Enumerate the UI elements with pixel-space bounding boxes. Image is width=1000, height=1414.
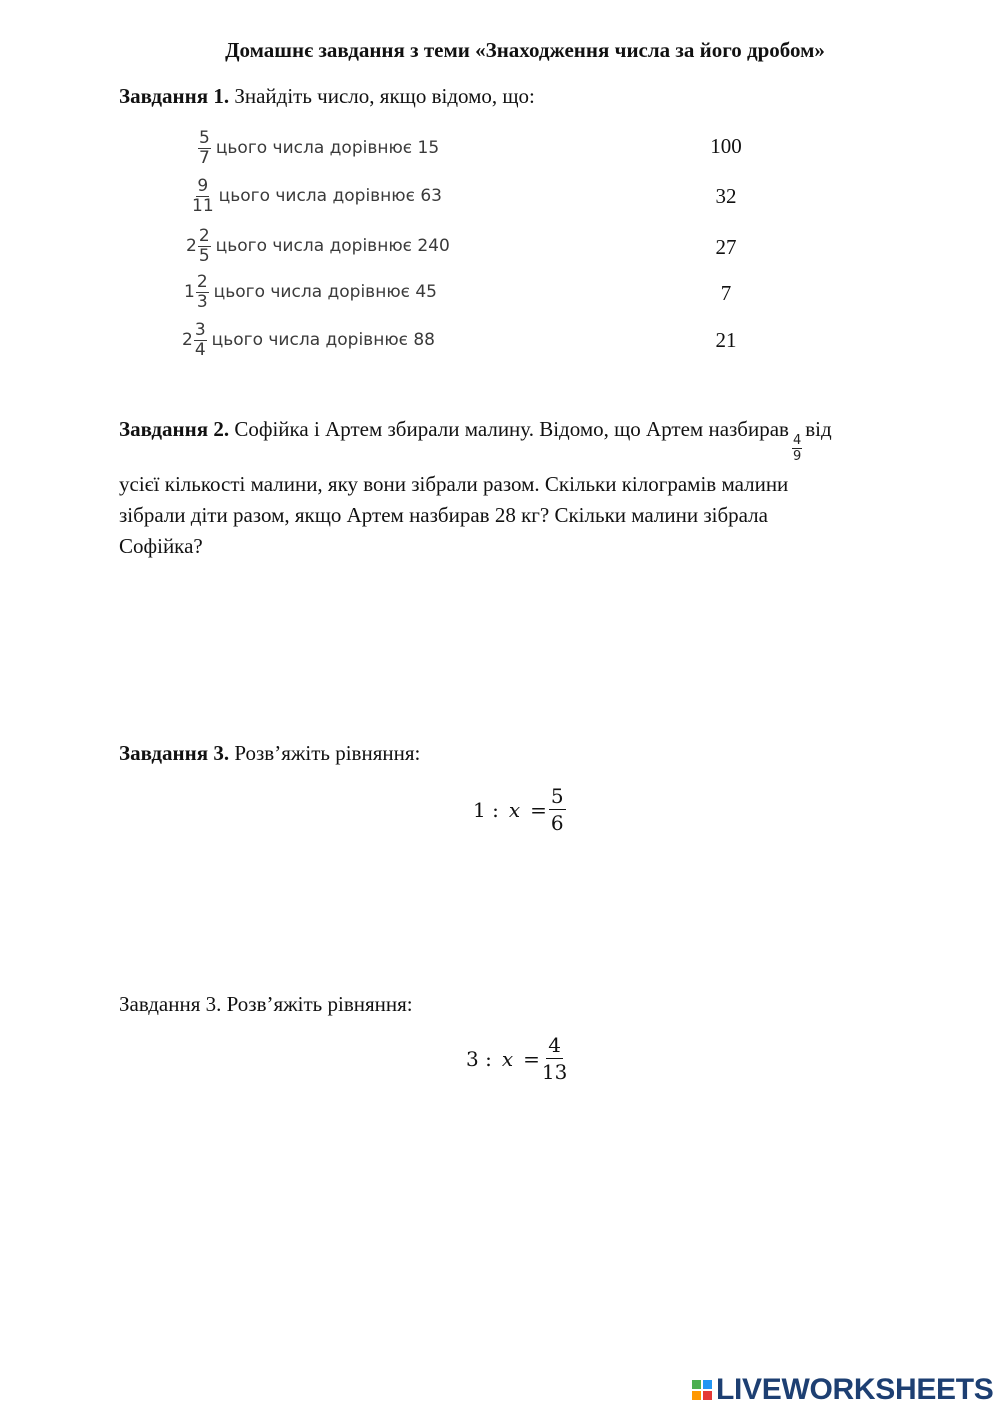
task1-row-5: 2 $\frac{3}{4}$ цього числа дорівнює 88 [182, 319, 435, 360]
task1-text: Знайдіть число, якщо відомо, що: [229, 84, 535, 108]
answer-option-3[interactable]: 27 [715, 235, 737, 259]
answer-option-4[interactable]: 7 [720, 281, 732, 305]
answer-option-2[interactable]: 32 [715, 184, 737, 208]
task1-row-2: $\frac{9}{11}$ цього числа дорівнює 63 [192, 175, 442, 216]
task1-row-4: 1 $\frac{2}{3}$ цього числа дорівнює 45 [184, 271, 437, 312]
page-title: Домашнє завдання з теми «Знаходження числа за його дробом» [225, 38, 825, 62]
task1-row-3: 2 $\frac{2}{5}$ цього числа дорівнює 240 [186, 225, 450, 266]
equation-1: 1 : x = $\frac{5}{6}$ [473, 784, 564, 835]
equation-2: 3 : x = $\frac{4}{13}$ [466, 1033, 568, 1084]
task1-heading [119, 81, 535, 112]
task3-label: Завдання 3. [119, 741, 230, 765]
liveworksheets-logo [692, 1373, 994, 1407]
fraction: $\frac{4}{13}$ [541, 1033, 568, 1084]
task1-row-1: $\frac{5}{7}$ цього числа дорівнює 15 [199, 127, 440, 168]
fraction: $\frac{5}{6}$ [550, 784, 564, 835]
fraction: $\frac{5}{7}$ [199, 127, 210, 168]
task2-paragraph: Завдання 2. Софійка і Артем збирали малину. Відомо, що Артем назбирав $\frac{4}{9}$ від усієї кількості малини, яку вони зібрали разом. Скільки кілограмів малини зібрали діти разом, якщо Артем назбирав 28 кг? Скільки малини зібрала Софійка? [119, 417, 832, 558]
task3-heading: Завдання 3. Розв’яжіть рівняння: [119, 741, 421, 765]
logo-icon [692, 1380, 712, 1400]
fraction: $\frac{2}{5}$ [198, 225, 210, 266]
task1-label: Завдання 1. [119, 84, 230, 108]
fraction: $\frac{4}{9}$ [792, 433, 802, 464]
logo-text: LIVEWORKSHEETS [716, 1373, 994, 1406]
answer-option-5[interactable]: 21 [715, 328, 737, 352]
fraction: $\frac{3}{4}$ [194, 319, 206, 360]
fraction: $\frac{2}{3}$ [196, 271, 208, 312]
task4-heading: Завдання 3. Розв’яжіть рівняння: [119, 992, 413, 1016]
fraction: $\frac{9}{11}$ [192, 175, 214, 216]
answer-option-1[interactable]: 100 [710, 134, 742, 158]
task2-label: Завдання 2. [119, 417, 230, 441]
